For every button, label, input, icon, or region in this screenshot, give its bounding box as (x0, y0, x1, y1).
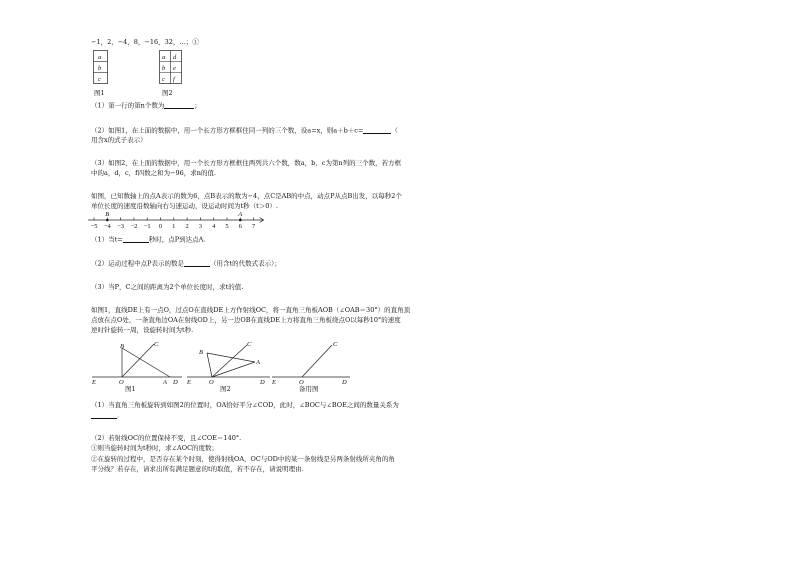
point-b-label: B (105, 211, 110, 218)
q2-part3: （3）当P，C之间的距离为2个单位长度时，求t的值. (91, 283, 244, 291)
answer-blank (91, 411, 120, 420)
point-a-dot (239, 219, 242, 222)
figure2-caption: 图2 (220, 385, 231, 393)
fig1-label-b: B (120, 343, 124, 350)
number-line-tick-label: 4 (212, 223, 216, 230)
q3-part2-line2: ①则当旋转时间为t秒时，求∠AOC的度数； (91, 444, 219, 452)
table1-cell-a: a (98, 54, 102, 61)
table1-cell-b: b (98, 65, 102, 72)
q2-part1-tail: 秒时，点P到达点A. (148, 235, 206, 244)
q1-part2-line1 (91, 127, 398, 134)
fig3-label-d: D (342, 379, 347, 386)
fig1-label-c: C (154, 341, 159, 348)
q1-part2-text: （2）如图1，在上面的数据中，用一个长方形方框框住同一列的三个数，设a=x，则a＋b＋c= (91, 126, 364, 135)
table2-cell-d: d (173, 54, 177, 61)
table-2 (159, 50, 189, 90)
q3-stem-line3: 逆时针旋转一周，设旋转时间为t秒. (91, 326, 194, 334)
fig1-label-o: O (119, 379, 124, 386)
q1-part3-line2: 中的a，d，c，f四数之和为−96，求n的值. (91, 169, 217, 177)
table2-cell-c: c (162, 76, 165, 83)
fig2-label-o: O (209, 379, 214, 386)
number-line-tick-label: 5 (225, 223, 229, 230)
fig2-label-c: C (247, 341, 252, 348)
fig2-label-b: B (199, 349, 203, 356)
table2-caption: 图2 (162, 89, 173, 97)
number-line (88, 210, 268, 236)
fig1-label-d: D (173, 379, 178, 386)
q3-part1-tail: . (117, 411, 120, 420)
q3-stem-line1: 如图1，直线DE上有一点O，过点O在直线DE上方作射线OC，将一直角三角板AOB（∠OAB＝30°）的直角顶 (91, 306, 411, 314)
number-line-tick-label: −4 (103, 223, 111, 230)
q1-part1-text: （1）第一行的第n个数为 (91, 101, 165, 110)
q3-part2-line4: 平分线？若存在，请求出所有满足题意的t的取值，若不存在，请说明理由. (91, 465, 304, 473)
answer-blank (123, 236, 149, 243)
q1-part2-tail: （ (391, 126, 398, 135)
table2-cell-a: a (162, 54, 166, 61)
point-b-dot (106, 219, 109, 222)
table1-caption: 图1 (94, 89, 105, 97)
q2-part2-text: （2）运动过程中点P表示的数是 (91, 259, 185, 268)
fig2-label-d: D (260, 379, 265, 386)
table2-cell-b: b (162, 65, 166, 72)
q2-part2 (91, 260, 281, 267)
answer-blank (184, 260, 210, 267)
fig3-label-e: E (272, 379, 276, 386)
fig3-label-c: C (333, 341, 338, 348)
number-line-tick-label: −2 (130, 223, 138, 230)
table-1 (93, 50, 113, 90)
q3-stem-line2: 点放在点O处，一条直角边OA在射线OD上，另一边OB在直线DE上方将直角三角板绕点O以每秒10°的速度 (91, 316, 401, 324)
number-line-tick-label: 3 (198, 223, 203, 230)
q3-part2-line3: ②在旋转的过程中，是否存在某个时刻，使得射线OA，OC与OD中的某一条射线是另两条射线所夹角的角 (91, 455, 395, 463)
number-line-tick-label: 6 (238, 223, 242, 230)
q2-stem-line1: 如图，已知数轴上的点A表示的数为6，点B表示的数为−4，点C是AB的中点，动点P从点B出发，以每秒2个 (91, 192, 402, 200)
number-line-tick-label: 7 (251, 223, 256, 230)
fig2-label-e: E (187, 379, 191, 386)
figure1-caption: 图1 (125, 385, 136, 393)
table1-cell-c: c (98, 76, 101, 83)
q1-part1-tail: ； (194, 101, 201, 110)
fig1-label-e: E (92, 379, 96, 386)
number-line-tick-label: −5 (90, 223, 98, 230)
fig3-label-o: O (299, 379, 304, 386)
table2-cell-f: f (173, 76, 175, 83)
q1-part3-line1: （3）如图2，在上面的数据中，用一个长方形方框框住两列共六个数，数a，b，c为第n列的三个数，若方框 (91, 159, 402, 167)
q2-stem-line2: 单位长度的速度沿数轴向右匀速运动，设运动时间为t秒（t＞0）. (91, 202, 278, 210)
q3-part2-line1: （2）若射线OC的位置保持不变，且∠COE＝140°. (91, 434, 242, 442)
fig2-label-a: A (256, 359, 260, 366)
answer-blank (363, 127, 391, 134)
q3-part1-line2 (91, 412, 119, 419)
q2-part1-text: （1）当t= (91, 235, 123, 244)
q1-part2-line2: 用含x的式子表示） (91, 136, 147, 144)
figure3-caption: 备用图 (299, 385, 319, 393)
fig1-label-a: A (163, 379, 167, 386)
sequence-line: −1，2，−4，8，−16，32，…；① (91, 38, 199, 46)
number-line-tick-label: 1 (172, 223, 176, 230)
q2-part2-tail: （用含t的代数式表示）； (210, 259, 281, 268)
number-line-tick-label: 0 (158, 223, 163, 230)
figure-1 (90, 340, 185, 395)
table2-cell-e: e (173, 65, 176, 72)
q1-part1 (91, 102, 201, 109)
number-line-tick-label: −3 (117, 223, 125, 230)
point-a-label: A (238, 211, 243, 218)
number-line-tick-label: −1 (143, 223, 151, 230)
q2-part1 (91, 236, 205, 243)
q3-part1-line1: （1）当直角三角板旋转到如图2的位置时，OA恰好平分∠COD，此时，∠BOC与∠BOE之间的数量关系为 (91, 401, 399, 409)
answer-blank (164, 102, 194, 109)
number-line-tick-label: 2 (185, 223, 189, 230)
